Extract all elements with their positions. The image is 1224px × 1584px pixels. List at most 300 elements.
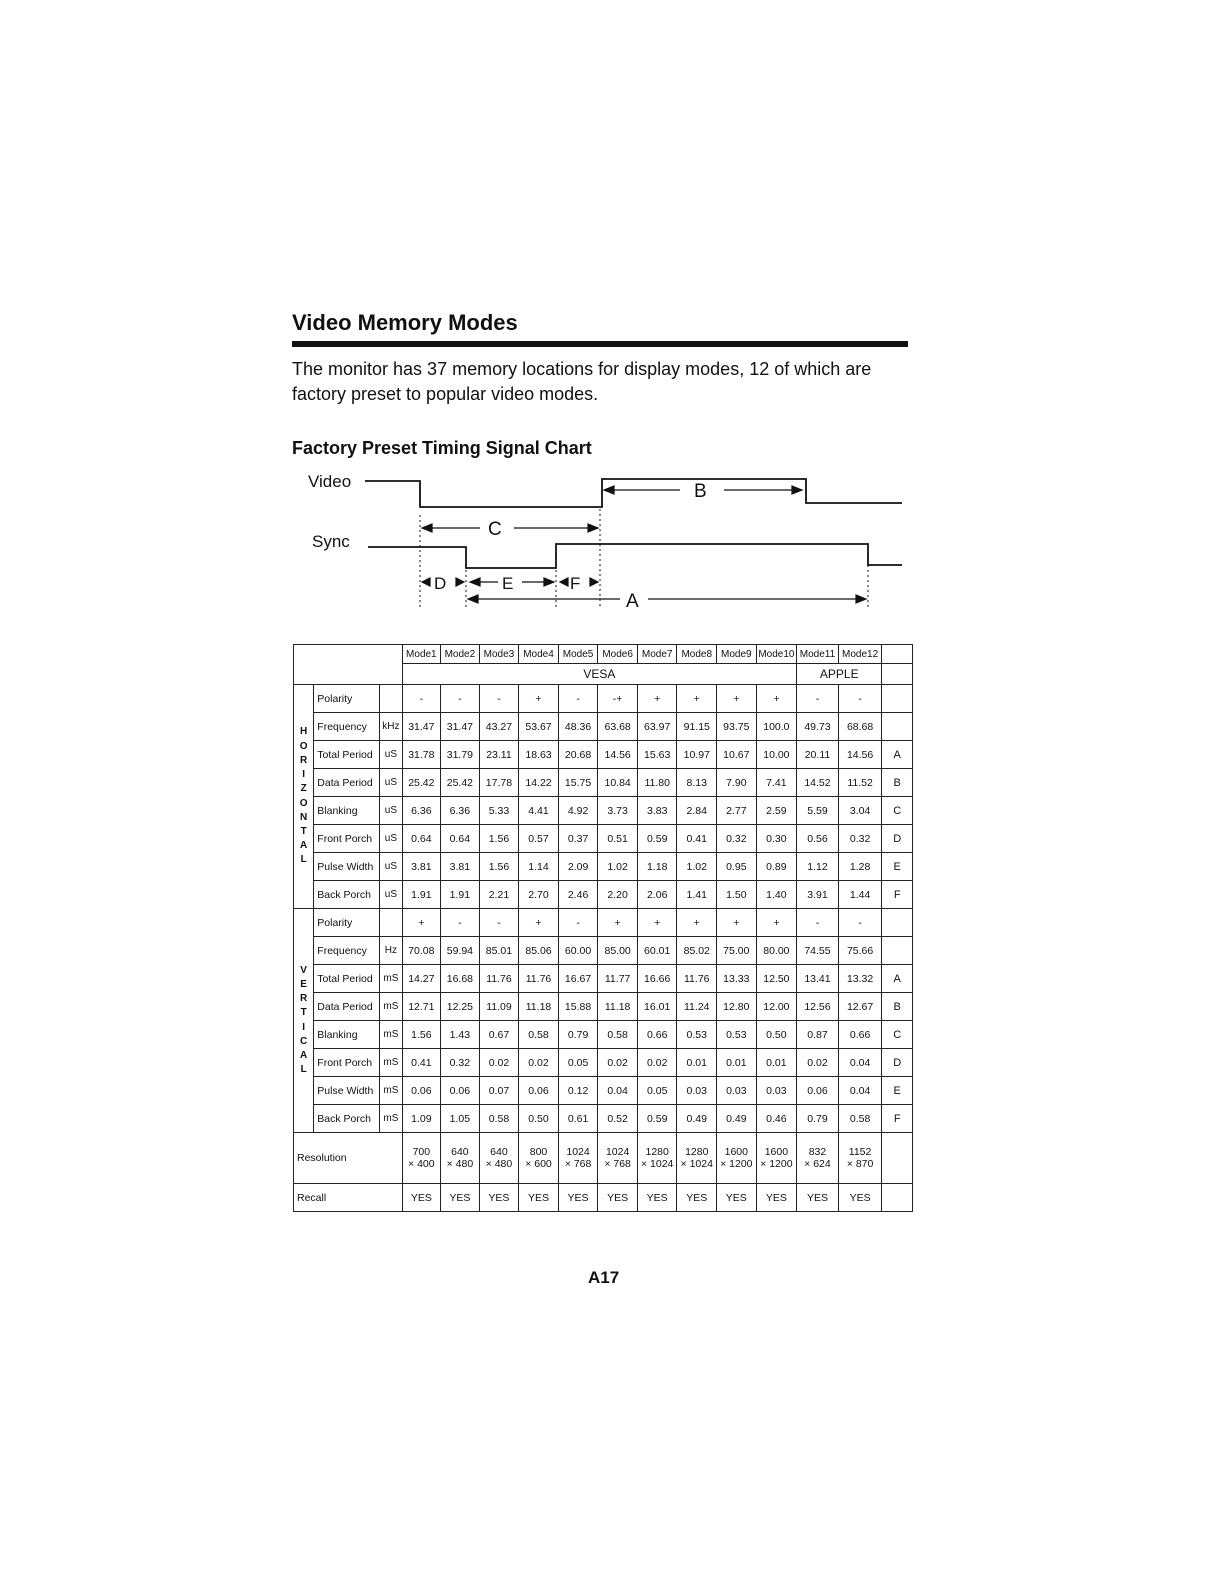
value-cell: 14.56 xyxy=(838,741,882,769)
value-cell: 3.04 xyxy=(838,797,882,825)
letter-c: C xyxy=(488,519,502,540)
mode-header: Mode6 xyxy=(598,645,638,664)
recall-letter-cell xyxy=(882,1184,913,1212)
value-cell: 0.32 xyxy=(838,825,882,853)
resolution-width: 1280 xyxy=(685,1146,709,1158)
value-cell: 25.42 xyxy=(402,769,441,797)
resolution-height: × 480 xyxy=(446,1158,474,1170)
param-name: Total Period xyxy=(314,741,380,769)
value-cell: 7.90 xyxy=(717,769,757,797)
timing-letter: A xyxy=(882,741,913,769)
value-cell: 0.50 xyxy=(519,1105,559,1133)
value-cell: 12.80 xyxy=(717,993,757,1021)
value-cell: + xyxy=(717,909,757,937)
intro-paragraph: The monitor has 37 memory locations for display modes, 12 of which are factory preset to popular video modes. xyxy=(292,359,872,404)
resolution-width: 1024 xyxy=(605,1146,630,1158)
value-cell: 16.68 xyxy=(441,965,480,993)
value-cell: 18.63 xyxy=(519,741,559,769)
param-unit: mS xyxy=(380,965,402,993)
value-cell: 0.89 xyxy=(756,853,797,881)
value-cell: - xyxy=(838,909,882,937)
mode-header: Mode8 xyxy=(677,645,717,664)
resolution-height: × 1024 xyxy=(640,1158,674,1170)
value-cell: + xyxy=(717,685,757,713)
value-cell: 0.06 xyxy=(797,1077,839,1105)
resolution-cell xyxy=(677,1133,717,1184)
value-cell: - xyxy=(402,685,441,713)
value-cell: 12.00 xyxy=(756,993,797,1021)
vertical-row xyxy=(294,1105,913,1133)
resolution-width: 640 xyxy=(490,1146,508,1158)
value-cell: - xyxy=(441,685,480,713)
value-cell: 0.79 xyxy=(558,1021,598,1049)
value-cell: 0.06 xyxy=(519,1077,559,1105)
timing-letter: D xyxy=(882,1049,913,1077)
resolution-width: 1152 xyxy=(848,1146,872,1158)
param-unit: Hz xyxy=(380,937,402,965)
resolution-height: × 600 xyxy=(525,1158,552,1170)
value-cell: 12.67 xyxy=(838,993,882,1021)
value-cell: 3.73 xyxy=(598,797,638,825)
param-name: Blanking xyxy=(314,797,380,825)
value-cell: 1.14 xyxy=(519,853,559,881)
value-cell: 0.01 xyxy=(677,1049,717,1077)
resolution-width: 1280 xyxy=(645,1146,669,1158)
param-unit: uS xyxy=(380,797,402,825)
value-cell: 100.0 xyxy=(756,713,797,741)
vertical-row xyxy=(294,1021,913,1049)
param-name: Back Porch xyxy=(314,881,380,909)
value-cell: 7.41 xyxy=(756,769,797,797)
value-cell: 8.13 xyxy=(677,769,717,797)
value-cell: 10.67 xyxy=(717,741,757,769)
recall-cell: YES xyxy=(838,1184,882,1212)
letter-group-cell xyxy=(882,664,913,685)
param-unit: mS xyxy=(380,993,402,1021)
resolution-height: × 768 xyxy=(564,1158,592,1170)
value-cell: 0.56 xyxy=(797,825,839,853)
corner-cell xyxy=(294,645,403,685)
value-cell: 11.18 xyxy=(598,993,638,1021)
sync-waveform xyxy=(368,544,902,568)
resolution-height: × 870 xyxy=(846,1158,874,1170)
recall-row xyxy=(294,1184,913,1212)
timing-letter: E xyxy=(882,1077,913,1105)
value-cell: 1.56 xyxy=(479,825,519,853)
value-cell: 12.50 xyxy=(756,965,797,993)
value-cell: - xyxy=(797,909,839,937)
value-cell: 0.04 xyxy=(838,1049,882,1077)
value-cell: 1.12 xyxy=(797,853,839,881)
horizontal-row xyxy=(294,713,913,741)
timing-letter: B xyxy=(882,993,913,1021)
resolution-cell xyxy=(756,1133,797,1184)
value-cell: 1.18 xyxy=(637,853,677,881)
value-cell: 1.56 xyxy=(479,853,519,881)
mode-header: Mode9 xyxy=(717,645,757,664)
value-cell: 14.27 xyxy=(402,965,441,993)
value-cell: 15.63 xyxy=(637,741,677,769)
value-cell: 75.66 xyxy=(838,937,882,965)
value-cell: 63.68 xyxy=(598,713,638,741)
value-cell: 0.02 xyxy=(598,1049,638,1077)
value-cell: 15.88 xyxy=(558,993,598,1021)
video-waveform xyxy=(365,479,902,507)
mode-header-row xyxy=(294,645,913,664)
resolution-cell xyxy=(402,1133,441,1184)
resolution-width: 1024 xyxy=(566,1146,590,1158)
timing-letter: A xyxy=(882,965,913,993)
value-cell: - xyxy=(838,685,882,713)
param-name: Total Period xyxy=(314,965,380,993)
value-cell: 11.52 xyxy=(838,769,882,797)
value-cell: 68.68 xyxy=(838,713,882,741)
value-cell: - xyxy=(797,685,839,713)
value-cell: 2.84 xyxy=(677,797,717,825)
letter-b: B xyxy=(694,481,707,502)
horizontal-section-label: H O R I Z O N T A L xyxy=(294,685,314,909)
mode-header: Mode12 xyxy=(838,645,882,664)
value-cell: 13.32 xyxy=(838,965,882,993)
value-cell: 20.68 xyxy=(558,741,598,769)
value-cell: 4.41 xyxy=(519,797,559,825)
recall-cell: YES xyxy=(598,1184,638,1212)
value-cell: 0.04 xyxy=(598,1077,638,1105)
value-cell: 1.44 xyxy=(838,881,882,909)
param-unit: mS xyxy=(380,1077,402,1105)
timing-letter: F xyxy=(882,1105,913,1133)
timing-table xyxy=(293,644,913,1212)
vertical-section-label: V E R T I C A L xyxy=(294,909,314,1133)
mode-header: Mode7 xyxy=(637,645,677,664)
value-cell: - xyxy=(441,909,480,937)
resolution-width: 700 xyxy=(412,1146,431,1158)
title-rule xyxy=(292,341,908,347)
resolution-width: 832 xyxy=(808,1146,827,1158)
value-cell: + xyxy=(519,909,559,937)
resolution-width: 640 xyxy=(451,1146,469,1158)
param-name: Polarity xyxy=(314,909,380,937)
group-vesa: VESA xyxy=(402,664,797,685)
value-cell: 60.01 xyxy=(637,937,677,965)
value-cell: 59.94 xyxy=(441,937,480,965)
value-cell: 0.41 xyxy=(402,1049,441,1077)
value-cell: 0.58 xyxy=(598,1021,638,1049)
value-cell: - xyxy=(479,685,519,713)
resolution-height: × 480 xyxy=(485,1158,513,1170)
param-unit: uS xyxy=(380,769,402,797)
mode-header: Mode3 xyxy=(479,645,519,664)
value-cell: + xyxy=(637,909,677,937)
value-cell: 48.36 xyxy=(558,713,598,741)
param-unit: mS xyxy=(380,1021,402,1049)
value-cell: 0.87 xyxy=(797,1021,839,1049)
value-cell: 0.32 xyxy=(717,825,757,853)
value-cell: 53.67 xyxy=(519,713,559,741)
value-cell: 0.06 xyxy=(441,1077,480,1105)
value-cell: 0.57 xyxy=(519,825,559,853)
value-cell: + xyxy=(756,685,797,713)
value-cell: 0.02 xyxy=(479,1049,519,1077)
mode-header: Mode4 xyxy=(519,645,559,664)
value-cell: + xyxy=(677,909,717,937)
value-cell: 0.59 xyxy=(637,825,677,853)
value-cell: 0.66 xyxy=(838,1021,882,1049)
value-cell: 0.03 xyxy=(717,1077,757,1105)
param-name: Data Period xyxy=(314,769,380,797)
value-cell: 3.91 xyxy=(797,881,839,909)
value-cell: 85.06 xyxy=(519,937,559,965)
letter-d: D xyxy=(434,574,447,593)
letter-a: A xyxy=(626,591,639,612)
value-cell: 74.55 xyxy=(797,937,839,965)
timing-letter xyxy=(882,713,913,741)
param-name: Pulse Width xyxy=(314,853,380,881)
page-title: Video Memory Modes xyxy=(292,310,518,335)
horizontal-row xyxy=(294,685,913,713)
value-cell: 31.79 xyxy=(441,741,480,769)
recall-cell: YES xyxy=(717,1184,757,1212)
value-cell: 0.12 xyxy=(558,1077,598,1105)
value-cell: 0.67 xyxy=(479,1021,519,1049)
value-cell: 2.46 xyxy=(558,881,598,909)
value-cell: 11.80 xyxy=(637,769,677,797)
resolution-cell xyxy=(479,1133,519,1184)
value-cell: 1.09 xyxy=(402,1105,441,1133)
value-cell: 31.78 xyxy=(402,741,441,769)
param-unit: uS xyxy=(380,881,402,909)
value-cell: 11.77 xyxy=(598,965,638,993)
value-cell: 0.53 xyxy=(717,1021,757,1049)
page-number: A17 xyxy=(588,1268,620,1287)
value-cell: 0.37 xyxy=(558,825,598,853)
value-cell: 10.00 xyxy=(756,741,797,769)
horizontal-row xyxy=(294,853,913,881)
recall-cell: YES xyxy=(441,1184,480,1212)
resolution-row xyxy=(294,1133,913,1184)
param-name: Frequency xyxy=(314,937,380,965)
value-cell: 85.00 xyxy=(598,937,638,965)
param-name: Pulse Width xyxy=(314,1077,380,1105)
vertical-row xyxy=(294,937,913,965)
value-cell: 80.00 xyxy=(756,937,797,965)
value-cell: 3.81 xyxy=(441,853,480,881)
value-cell: 11.76 xyxy=(479,965,519,993)
value-cell: 2.77 xyxy=(717,797,757,825)
resolution-width: 800 xyxy=(529,1146,548,1158)
value-cell: 0.30 xyxy=(756,825,797,853)
recall-cell: YES xyxy=(797,1184,839,1212)
param-unit: uS xyxy=(380,853,402,881)
value-cell: 2.21 xyxy=(479,881,519,909)
param-name: Front Porch xyxy=(314,1049,380,1077)
value-cell: 11.76 xyxy=(677,965,717,993)
value-cell: 11.24 xyxy=(677,993,717,1021)
param-unit: kHz xyxy=(380,713,402,741)
value-cell: 0.58 xyxy=(479,1105,519,1133)
letter-header-cell xyxy=(882,645,913,664)
param-unit xyxy=(380,685,402,713)
value-cell: - xyxy=(558,909,598,937)
value-cell: 0.07 xyxy=(479,1077,519,1105)
recall-cell: YES xyxy=(479,1184,519,1212)
value-cell: 0.49 xyxy=(717,1105,757,1133)
value-cell: 0.03 xyxy=(677,1077,717,1105)
value-cell: 14.22 xyxy=(519,769,559,797)
value-cell: 60.00 xyxy=(558,937,598,965)
timing-letter: D xyxy=(882,825,913,853)
value-cell: 0.66 xyxy=(637,1021,677,1049)
horizontal-row xyxy=(294,741,913,769)
value-cell: 6.36 xyxy=(402,797,441,825)
resolution-letter-cell xyxy=(882,1133,913,1184)
timing-letter: C xyxy=(882,797,913,825)
param-name: Polarity xyxy=(314,685,380,713)
value-cell: 0.79 xyxy=(797,1105,839,1133)
resolution-cell xyxy=(838,1133,882,1184)
horizontal-row xyxy=(294,797,913,825)
value-cell: 1.02 xyxy=(598,853,638,881)
recall-cell: YES xyxy=(402,1184,441,1212)
value-cell: 17.78 xyxy=(479,769,519,797)
resolution-width: 1600 xyxy=(764,1146,789,1158)
value-cell: 11.18 xyxy=(519,993,559,1021)
value-cell: 0.49 xyxy=(677,1105,717,1133)
value-cell: + xyxy=(756,909,797,937)
value-cell: 11.76 xyxy=(519,965,559,993)
value-cell: 0.05 xyxy=(637,1077,677,1105)
value-cell: 12.71 xyxy=(402,993,441,1021)
value-cell: 20.11 xyxy=(797,741,839,769)
value-cell: 0.64 xyxy=(441,825,480,853)
param-unit xyxy=(380,909,402,937)
param-name: Back Porch xyxy=(314,1105,380,1133)
value-cell: 12.25 xyxy=(441,993,480,1021)
value-cell: 0.02 xyxy=(519,1049,559,1077)
value-cell: 1.02 xyxy=(677,853,717,881)
mode-header: Mode5 xyxy=(558,645,598,664)
recall-cell: YES xyxy=(677,1184,717,1212)
recall-cell: YES xyxy=(519,1184,559,1212)
horizontal-row xyxy=(294,825,913,853)
value-cell: + xyxy=(402,909,441,937)
vertical-row xyxy=(294,965,913,993)
value-cell: 15.75 xyxy=(558,769,598,797)
value-cell: 16.66 xyxy=(637,965,677,993)
param-unit: uS xyxy=(380,741,402,769)
value-cell: 0.04 xyxy=(838,1077,882,1105)
value-cell: 0.32 xyxy=(441,1049,480,1077)
sync-label: Sync xyxy=(312,532,350,551)
value-cell: 0.64 xyxy=(402,825,441,853)
resolution-cell xyxy=(637,1133,677,1184)
value-cell: 1.05 xyxy=(441,1105,480,1133)
timing-letter xyxy=(882,909,913,937)
value-cell: 0.41 xyxy=(677,825,717,853)
vertical-row xyxy=(294,1049,913,1077)
timing-letter: C xyxy=(882,1021,913,1049)
param-name: Data Period xyxy=(314,993,380,1021)
value-cell: 0.51 xyxy=(598,825,638,853)
value-cell: 63.97 xyxy=(637,713,677,741)
value-cell: 10.84 xyxy=(598,769,638,797)
value-cell: 1.91 xyxy=(441,881,480,909)
value-cell: 85.02 xyxy=(677,937,717,965)
value-cell: 0.52 xyxy=(598,1105,638,1133)
recall-cell: YES xyxy=(558,1184,598,1212)
value-cell: 10.97 xyxy=(677,741,717,769)
letter-f: F xyxy=(570,574,581,593)
value-cell: 0.03 xyxy=(756,1077,797,1105)
group-apple: APPLE xyxy=(797,664,882,685)
recall-cell: YES xyxy=(637,1184,677,1212)
value-cell: -+ xyxy=(598,685,638,713)
param-name: Front Porch xyxy=(314,825,380,853)
value-cell: + xyxy=(519,685,559,713)
value-cell: 13.41 xyxy=(797,965,839,993)
value-cell: 49.73 xyxy=(797,713,839,741)
value-cell: 0.46 xyxy=(756,1105,797,1133)
timing-letter xyxy=(882,685,913,713)
value-cell: 2.59 xyxy=(756,797,797,825)
value-cell: 4.92 xyxy=(558,797,598,825)
value-cell: 0.06 xyxy=(402,1077,441,1105)
value-cell: 0.58 xyxy=(519,1021,559,1049)
value-cell: 1.50 xyxy=(717,881,757,909)
value-cell: 85.01 xyxy=(479,937,519,965)
value-cell: 0.01 xyxy=(756,1049,797,1077)
resolution-height: × 1024 xyxy=(680,1158,713,1170)
value-cell: 93.75 xyxy=(717,713,757,741)
value-cell: 91.15 xyxy=(677,713,717,741)
value-cell: 1.41 xyxy=(677,881,717,909)
value-cell: 14.56 xyxy=(598,741,638,769)
param-name: Blanking xyxy=(314,1021,380,1049)
timing-letter: E xyxy=(882,853,913,881)
letter-e: E xyxy=(502,574,514,593)
recall-label: Recall xyxy=(294,1184,403,1212)
value-cell: 0.59 xyxy=(637,1105,677,1133)
value-cell: 0.02 xyxy=(637,1049,677,1077)
mode-header: Mode11 xyxy=(797,645,839,664)
chart-subtitle: Factory Preset Timing Signal Chart xyxy=(292,438,592,458)
value-cell: 1.28 xyxy=(838,853,882,881)
value-cell: 3.81 xyxy=(402,853,441,881)
value-cell: 2.70 xyxy=(519,881,559,909)
value-cell: 2.20 xyxy=(598,881,638,909)
value-cell: 43.27 xyxy=(479,713,519,741)
value-cell: - xyxy=(558,685,598,713)
value-cell: 12.56 xyxy=(797,993,839,1021)
resolution-cell xyxy=(558,1133,598,1184)
vertical-row xyxy=(294,909,913,937)
value-cell: 1.43 xyxy=(441,1021,480,1049)
value-cell: 5.59 xyxy=(797,797,839,825)
value-cell: 3.83 xyxy=(637,797,677,825)
value-cell: 0.53 xyxy=(677,1021,717,1049)
value-cell: 0.61 xyxy=(558,1105,598,1133)
resolution-height: × 400 xyxy=(408,1158,435,1170)
param-unit: mS xyxy=(380,1049,402,1077)
value-cell: 14.52 xyxy=(797,769,839,797)
timing-letter: F xyxy=(882,881,913,909)
horizontal-row xyxy=(294,881,913,909)
resolution-cell xyxy=(717,1133,757,1184)
value-cell: 0.95 xyxy=(717,853,757,881)
timing-diagram xyxy=(300,465,910,615)
value-cell: 31.47 xyxy=(402,713,441,741)
value-cell: 0.58 xyxy=(838,1105,882,1133)
